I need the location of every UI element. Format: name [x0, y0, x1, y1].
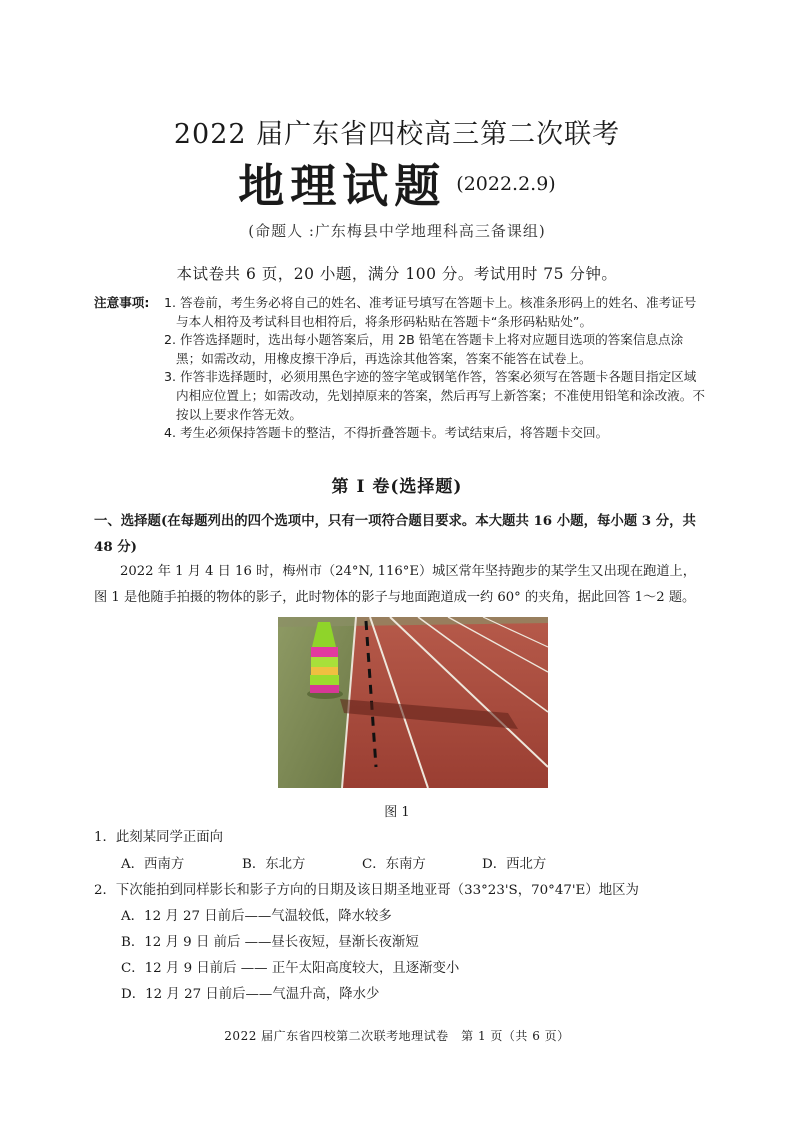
question-2-stem: 2．下次能拍到同样影长和影子方向的日期及该日期圣地亚哥（33°23'S，70°47'E）地区为 — [94, 883, 639, 898]
cone-band-green — [311, 657, 338, 667]
notice-block — [94, 294, 706, 443]
question-2-option-b: B．12 月 9 日 前后 ——昼长夜短，昼渐长夜渐短 — [121, 935, 419, 950]
author-line: (命题人 :广东梅县中学地理科高三备课组) — [248, 222, 546, 240]
question-1-option-b: B．东北方 — [242, 857, 306, 872]
question-1-stem: 1．此刻某同学正面向 — [94, 830, 224, 845]
cone-band-magenta — [310, 685, 339, 693]
exam-info: 本试卷共 6 页，20 小题，满分 100 分。考试用时 75 分钟。 — [176, 265, 618, 283]
cone-band-yellow — [311, 667, 338, 675]
exam-title-line1: 2022 届广东省四校高三第二次联考 — [173, 119, 621, 150]
running-track-shadow-image — [278, 617, 548, 788]
question-1-option-d: D．西北方 — [482, 857, 547, 872]
question-2-option-a: A．12 月 27 日前后——气温较低，降水较多 — [121, 909, 392, 924]
page-footer: 2022 届广东省四校第二次联考地理试卷 第 1 页（共 6 页） — [224, 1029, 570, 1043]
question-1-option-a: A．西南方 — [121, 857, 185, 872]
notice-item-2: 2. 作答选择题时，选出每小题答案后，用 2B 铅笔在答题卡上将对应题目选项的答案信息点涂黑；如需改动，用橡皮擦干净后，再选涂其他答案，答案不能答在试卷上。 — [164, 332, 684, 366]
part-heading: 一、选择题(在每题列出的四个选项中，只有一项符合题目要求。本大题共 16 小题，每小题 3 分，共 48 分) — [94, 513, 696, 555]
question-2-option-d: D．12 月 27 日前后——气温升高，降水少 — [121, 987, 380, 1002]
exam-title-main — [0, 150, 794, 216]
question-passage: 2022 年 1 月 4 日 16 时，梅州市（24°N, 116°E）城区常年坚持跑步的某学生又出现在跑道上，图 1 是他随手拍摄的物体的影子，此时物体的影子与地面跑道成一约 60° 的夹角，据此回答 1～2 题。 — [94, 564, 696, 605]
figure-caption: 图 1 — [384, 805, 410, 820]
section-title: 第 I 卷(选择题) — [331, 477, 463, 497]
exam-date: (2022.2.9) — [456, 173, 556, 195]
notice-item-1: 1. 答卷前，考生务必将自己的姓名、准考证号填写在答题卡上。核准条形码上的姓名、准考证号与本人相符及考试科目也相符后，将条形码粘贴在答题卡“条形码粘贴处”。 — [164, 295, 697, 329]
notice-item-4: 4. 考生必须保持答题卡的整洁，不得折叠答题卡。考试结束后，将答题卡交回。 — [164, 425, 609, 441]
notice-list — [164, 294, 706, 443]
notice-label: 注意事项: — [94, 295, 150, 310]
question-1-option-c: C．东南方 — [362, 857, 426, 872]
cone-band-pink — [311, 647, 338, 657]
question-2-option-c: C．12 月 9 日前后 —— 正午太阳高度较大，且逐渐变小 — [121, 961, 460, 976]
figure-1-photo — [278, 617, 548, 788]
cone-band-lime — [310, 675, 339, 685]
notice-item-3: 3. 作答非选择题时，必须用黑色字迹的签字笔或钢笔作答，答案必须写在答题卡各题目指定区域内相应位置上；如需改动，先划掉原来的答案，然后再写上新答案；不准使用铅笔和涂改液。不按以上要求作答无效。 — [164, 369, 705, 422]
subject-title: 地理试题 — [238, 159, 447, 213]
